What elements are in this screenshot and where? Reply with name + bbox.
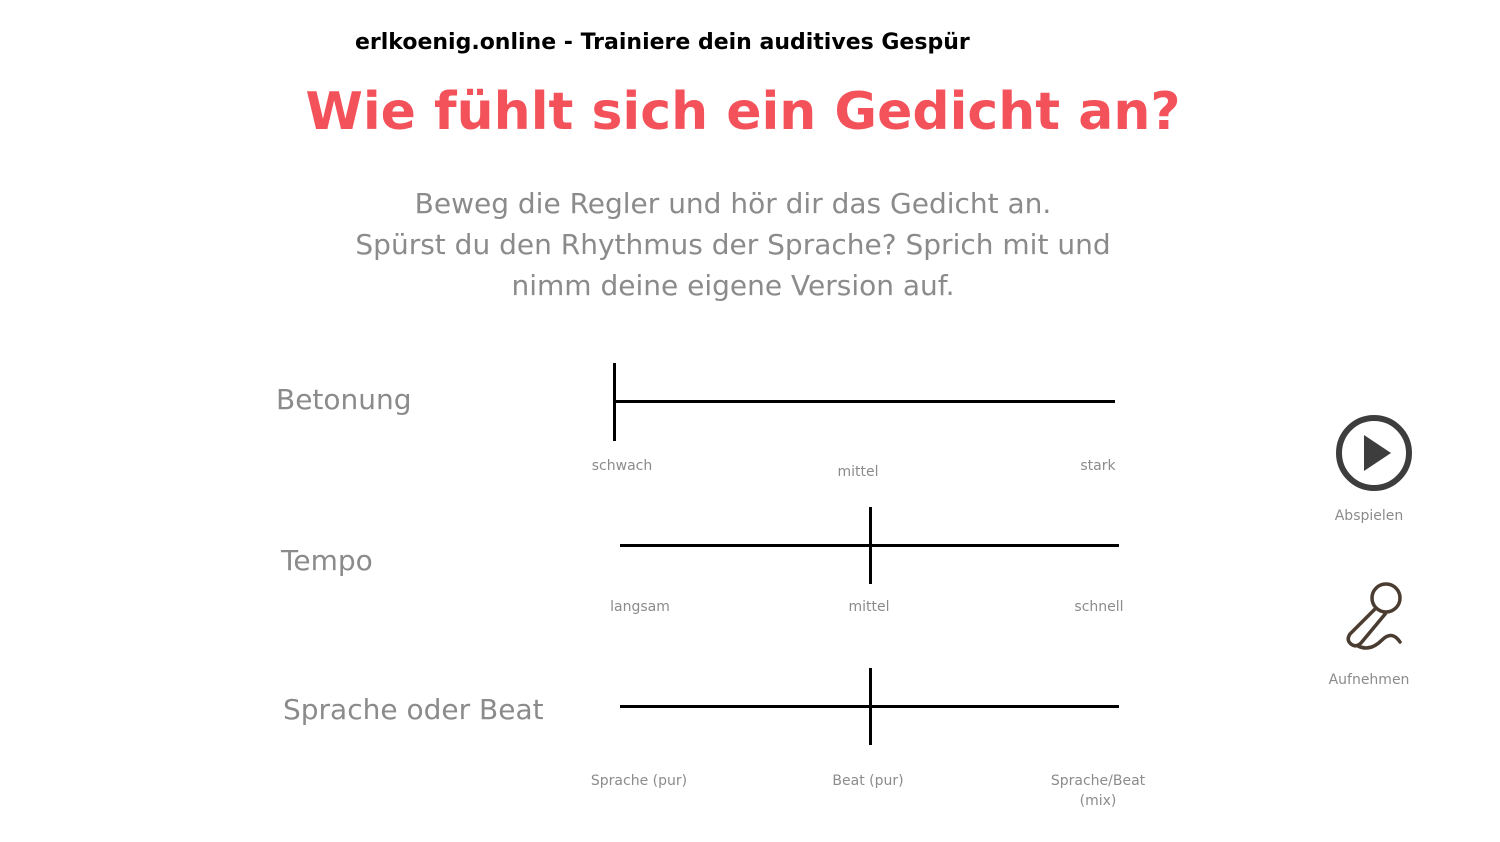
tick-label-beat-pur: Beat (pur): [832, 773, 904, 789]
tick-label-mittel: mittel: [848, 599, 890, 615]
record-button[interactable]: [1340, 580, 1410, 656]
tick-label-mittel: mittel: [837, 464, 879, 480]
intro-text: [0, 183, 1466, 306]
tick-label-sprache-pur: Sprache (pur): [590, 773, 688, 789]
slider-label-sprache-oder-beat: Sprache oder Beat: [283, 693, 544, 726]
tick-label-sprache-beat-mix: Sprache/Beat (mix): [1050, 773, 1146, 809]
play-button[interactable]: [1334, 413, 1414, 493]
slider-handle-sprache-oder-beat[interactable]: [869, 668, 872, 745]
intro-line: nimm deine eigene Version auf.: [511, 269, 955, 302]
record-label[interactable]: Aufnehmen: [1328, 672, 1410, 688]
slider-label-tempo: Tempo: [281, 544, 373, 577]
site-title: erlkoenig.online - Trainiere dein auditives Gespür: [355, 30, 970, 55]
tick-label-schwach: schwach: [591, 458, 653, 474]
tick-label-schnell: schnell: [1074, 599, 1124, 615]
slider-handle-betonung[interactable]: [613, 363, 616, 441]
page-headline: Wie fühlt sich ein Gedicht an?: [305, 82, 1181, 142]
slider-track-betonung[interactable]: [614, 400, 1115, 403]
tick-label-langsam: langsam: [610, 599, 670, 615]
tick-label-stark: stark: [1080, 458, 1116, 474]
intro-line: Beweg die Regler und hör dir das Gedicht an.: [414, 187, 1052, 220]
slider-label-betonung: Betonung: [276, 383, 412, 416]
slider-handle-tempo[interactable]: [869, 507, 872, 584]
play-label[interactable]: Abspielen: [1334, 508, 1404, 524]
play-circle-icon: [1334, 413, 1414, 493]
intro-line: Spürst du den Rhythmus der Sprache? Sprich mit und: [355, 228, 1111, 261]
microphone-icon: [1340, 580, 1410, 656]
